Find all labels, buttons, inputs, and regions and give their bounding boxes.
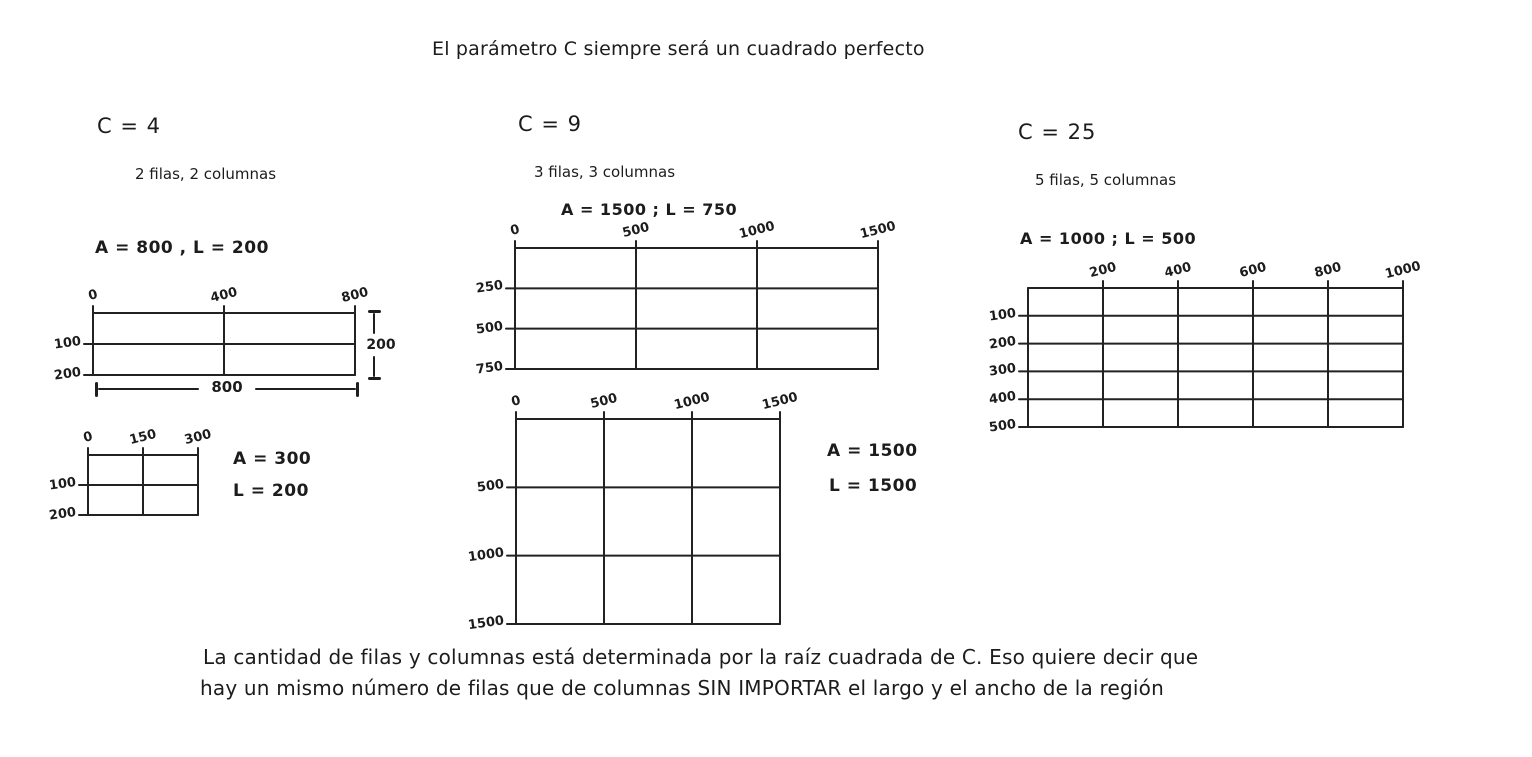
tick-label: 500	[621, 219, 651, 242]
tick-label: 250	[474, 278, 504, 297]
tick-label: 200	[47, 504, 77, 524]
tick-label: 500	[474, 318, 504, 338]
tick-label: 400	[987, 389, 1017, 408]
tick-label: 100	[47, 474, 77, 494]
c25-rows-cols-label: 5 filas, 5 columnas	[1035, 171, 1177, 189]
c4-dimensions-label: A = 800 , L = 200	[95, 238, 269, 258]
tick-label: 200	[1088, 259, 1118, 282]
grid-c4-main-y-axis-labels	[41, 313, 85, 384]
grid-c25-y-axis-labels	[976, 288, 1020, 436]
grid-c9-bottom	[466, 389, 800, 634]
tick-label: 0	[509, 393, 523, 410]
grid-c9-top	[474, 218, 898, 378]
diagram-title: El parámetro C siempre será un cuadrado perfecto	[432, 38, 925, 60]
dimension-line	[373, 313, 376, 334]
tick-label: 1000	[672, 389, 712, 414]
tick-label: 500	[589, 390, 619, 413]
grid-c25-x-axis-labels	[1028, 258, 1423, 285]
tick-label: 500	[475, 477, 505, 496]
dimension-cap	[356, 382, 359, 397]
tick-label: 500	[987, 416, 1017, 436]
grid-c4-small-y-axis-labels	[36, 455, 80, 524]
tick-label: 150	[128, 426, 158, 449]
grid-c4-small	[47, 426, 213, 524]
c9-bottom-length-label: L = 1500	[829, 476, 918, 496]
c25-value-label: C = 25	[1018, 120, 1097, 144]
grid-c4-main	[52, 284, 370, 384]
tick-label: 0	[81, 429, 95, 446]
tick-label: 400	[1163, 259, 1193, 282]
grid-c9-bottom-x-axis-labels	[509, 389, 800, 416]
grid-c25	[987, 258, 1423, 436]
tick-label: 1000	[1383, 258, 1423, 283]
c4-small-length-label: L = 200	[233, 481, 309, 501]
dimension-line	[98, 388, 199, 391]
c4-width-dimension-label: 800	[211, 378, 243, 396]
tick-label: 1500	[466, 613, 505, 634]
dimension-cap	[368, 377, 381, 380]
dimension-line	[373, 356, 376, 377]
tick-label: 1000	[466, 544, 505, 565]
tick-label: 200	[987, 333, 1017, 353]
tick-label: 1000	[737, 218, 777, 243]
tick-label: 1500	[760, 389, 800, 414]
footer-note-line1: La cantidad de filas y columnas está determinada por la raíz cuadrada de C. Eso quiere decir que	[203, 645, 1199, 669]
tick-label: 1500	[858, 218, 898, 243]
c9-bottom-area-label: A = 1500	[827, 441, 918, 461]
c9-value-label: C = 9	[518, 112, 582, 136]
c4-small-area-label: A = 300	[233, 449, 312, 469]
c4-value-label: C = 4	[97, 114, 161, 138]
tick-label: 300	[183, 426, 213, 449]
c4-height-dimension-label: 200	[366, 337, 396, 353]
tick-label: 100	[52, 333, 82, 353]
c25-dimensions-label: A = 1000 ; L = 500	[1020, 229, 1197, 248]
c4-rows-cols-label: 2 filas, 2 columnas	[135, 165, 277, 183]
tick-label: 0	[86, 287, 100, 304]
tick-label: 400	[209, 284, 239, 307]
tick-label: 800	[1313, 259, 1343, 282]
footer-note-line2: hay un mismo número de filas que de columnas SIN IMPORTAR el largo y el ancho de la región	[200, 676, 1164, 700]
c4-width-dimension	[95, 378, 359, 397]
tick-label: 0	[508, 222, 522, 239]
c4-height-dimension	[366, 310, 396, 380]
c9-rows-cols-label: 3 filas, 3 columnas	[534, 163, 676, 181]
tick-label: 300	[987, 361, 1017, 380]
grid-c9-top-x-axis-labels	[508, 218, 898, 245]
c9-dimensions-label: A = 1500 ; L = 750	[561, 200, 738, 219]
tick-label: 100	[987, 305, 1017, 325]
dimension-line	[255, 388, 356, 391]
tick-label: 800	[340, 284, 370, 307]
tick-label: 600	[1238, 259, 1268, 282]
grid-c9-bottom-y-axis-labels	[464, 419, 508, 634]
tick-label: 200	[52, 364, 82, 384]
tick-label: 750	[474, 358, 504, 378]
grid-c9-top-y-axis-labels	[463, 248, 507, 378]
